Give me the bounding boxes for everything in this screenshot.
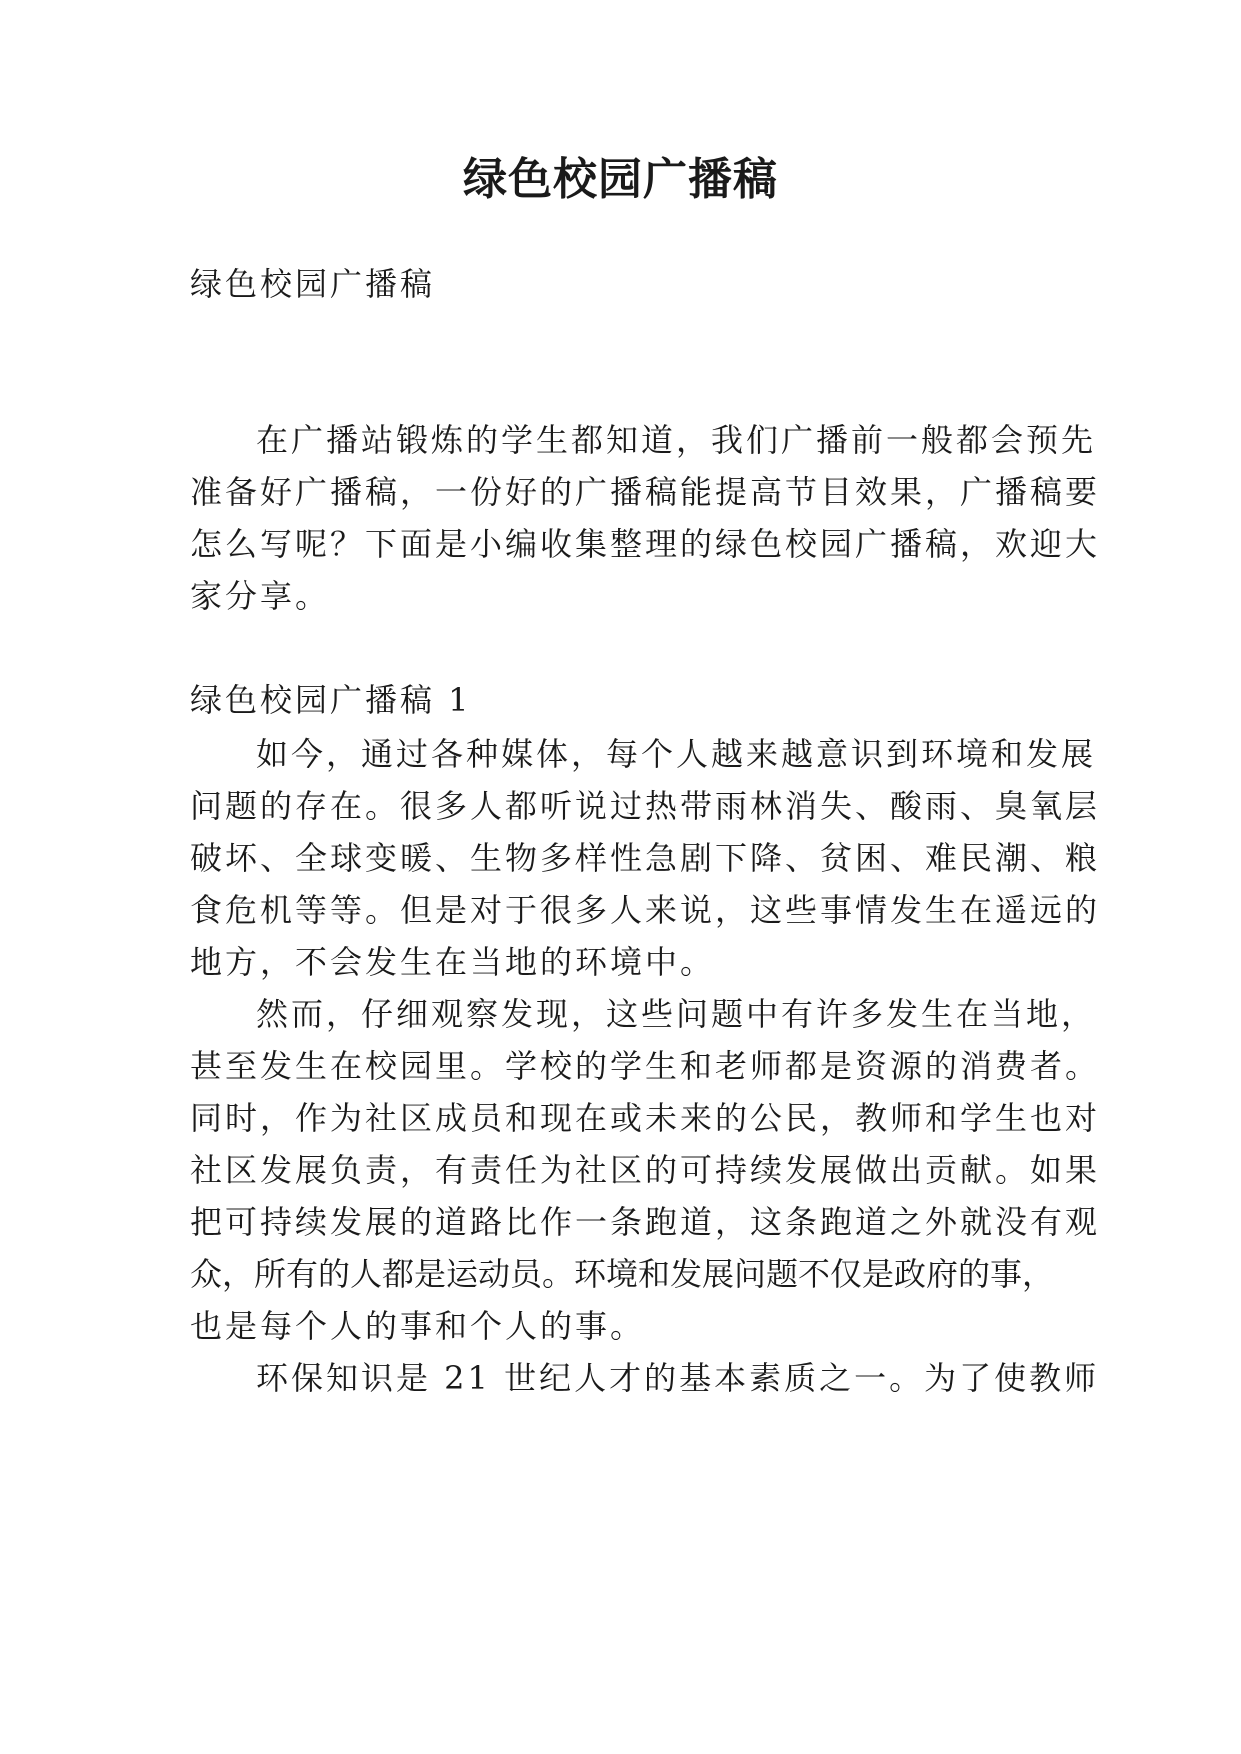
intro-line: 怎么写呢？下面是小编收集整理的绿色校园广播稿，欢迎大	[190, 525, 1101, 563]
paragraph-line: 如今，通过各种媒体，每个人越来越意识到环境和发展	[256, 735, 1097, 773]
paragraph-line: 破坏、全球变暖、生物多样性急剧下降、贫困、难民潮、粮	[190, 839, 1101, 877]
paragraph-line: 然而，仔细观察发现，这些问题中有许多发生在当地，	[256, 995, 1097, 1033]
intro-line: 在广播站锻炼的学生都知道，我们广播前一般都会预先	[256, 421, 1097, 459]
paragraph-line: 众，所有的人都是运动员。环境和发展问题不仅是政府的事，	[190, 1255, 1055, 1293]
paragraph-line: 把可持续发展的道路比作一条跑道，这条跑道之外就没有观	[190, 1203, 1101, 1241]
document-title: 绿色校园广播稿	[463, 154, 778, 205]
paragraph-line: 环保知识是 21 世纪人才的基本素质之一。为了使教师	[256, 1359, 1100, 1397]
document-subtitle: 绿色校园广播稿	[190, 265, 436, 303]
paragraph-line: 同时，作为社区成员和现在或未来的公民，教师和学生也对	[190, 1099, 1101, 1137]
section-heading: 绿色校园广播稿 1	[190, 681, 472, 719]
paragraph-line: 社区发展负责，有责任为社区的可持续发展做出贡献。如果	[190, 1151, 1101, 1189]
paragraph-line: 食危机等等。但是对于很多人来说，这些事情发生在遥远的	[190, 891, 1101, 929]
intro-line: 准备好广播稿，一份好的广播稿能提高节目效果，广播稿要	[190, 473, 1101, 511]
paragraph-line: 甚至发生在校园里。学校的学生和老师都是资源的消费者。	[190, 1047, 1101, 1085]
intro-line: 家分享。	[190, 577, 331, 615]
paragraph-line: 也是每个人的事和个人的事。	[190, 1307, 646, 1345]
paragraph-line: 地方，不会发生在当地的环境中。	[190, 943, 716, 981]
paragraph-line: 问题的存在。很多人都听说过热带雨林消失、酸雨、臭氧层	[190, 787, 1101, 825]
